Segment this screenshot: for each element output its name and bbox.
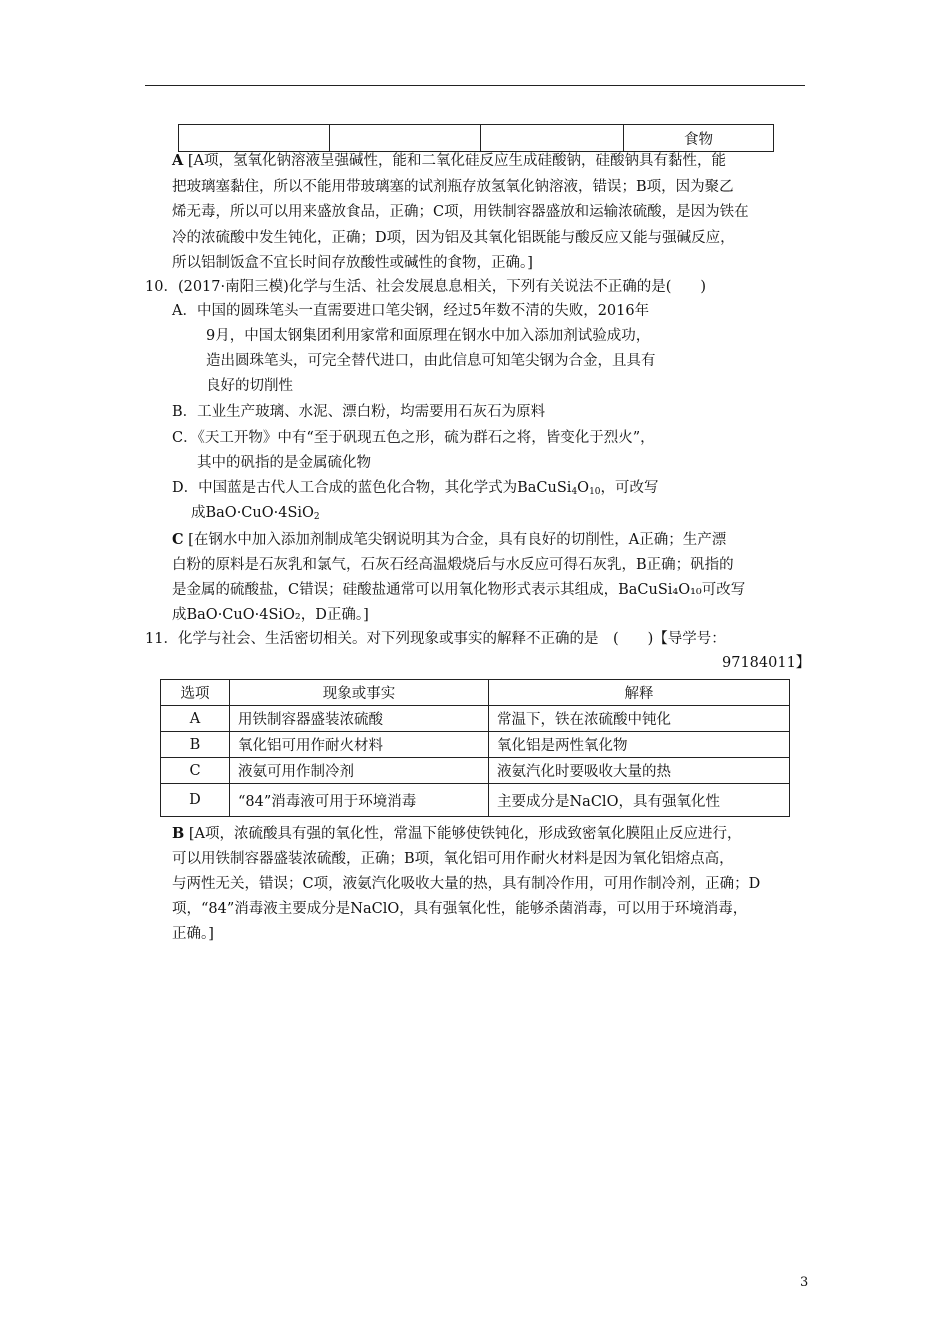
subscript: 4 — [571, 487, 578, 497]
table-cell: “84”消毒液可用于环境消毒 — [230, 784, 489, 817]
table-cell: 食物 — [624, 125, 774, 152]
page-number: 3 — [800, 1275, 809, 1290]
q11-table — [160, 679, 790, 817]
table-cell: 液氨汽化时要吸收大量的热 — [489, 758, 790, 784]
q10-option-a: 9月，中国太钢集团利用家常和面原理在钢水中加入添加剂试验成功， — [206, 328, 651, 344]
table-cell: 主要成分是NaClO，具有强氧化性 — [489, 784, 790, 817]
table-cell: 用铁制容器盛装浓硫酸 — [230, 706, 489, 732]
q11-explanation-line: 可以用铁制容器盛装浓硫酸，正确；B项，氧化铝可用作耐火材料是因为氧化铝熔点高， — [172, 851, 734, 867]
table-header: 选项 — [161, 680, 230, 706]
table-row — [179, 125, 774, 152]
table-cell: C — [161, 758, 230, 784]
q9-explanation-line: 烯无毒，所以可以用来盛放食品，正确；C项，用铁制容器盛放和运输浓硫酸，是因为铁在 — [172, 204, 749, 220]
q10-option-d — [172, 476, 659, 504]
header-rule — [145, 85, 805, 86]
top-table — [178, 124, 774, 152]
table-cell: 氧化铝可用作耐火材料 — [230, 732, 489, 758]
table-cell: 常温下，铁在浓硫酸中钝化 — [489, 706, 790, 732]
q11-explanation-text: [A项，浓硫酸具有强的氧化性，常温下能够使铁钝化，形成致密氧化膜阻止反应进行， — [188, 826, 742, 842]
table-header: 解释 — [489, 680, 790, 706]
q10-option-d — [191, 501, 320, 529]
q10-answer: C — [172, 531, 184, 548]
q10-option-a: A．中国的圆珠笔头一直需要进口笔尖钢，经过5年数不清的失败，2016年 — [172, 303, 650, 319]
q11-explanation-line: 正确。] — [172, 926, 214, 942]
table-cell — [481, 125, 624, 152]
q11-explanation-line — [172, 822, 742, 846]
q11-answer: B — [172, 825, 185, 842]
table-cell: 氧化铝是两性氧化物 — [489, 732, 790, 758]
q10-option-d-text: D．中国蓝是古代人工合成的蓝色化合物，其化学式为BaCuSi — [172, 480, 572, 496]
q11-explanation-line: 与两性无关，错误；C项，液氨汽化吸收大量的热，具有制冷作用，可用作制冷剂，正确；D — [172, 876, 761, 892]
table-cell — [330, 125, 481, 152]
table-cell: 液氨可用作制冷剂 — [230, 758, 489, 784]
q11-stem-line2: 97184011】 — [722, 655, 811, 671]
q11-stem: 11．化学与社会、生活密切相关。对下列现象或事实的解释不正确的是 ( )【导学号： — [145, 631, 726, 647]
table-cell: A — [161, 706, 230, 732]
table-cell: B — [161, 732, 230, 758]
table-row — [161, 706, 790, 732]
q9-explanation-text: [A项，氢氧化钠溶液呈强碱性，能和二氧化硅反应生成硅酸钠，硅酸钠具有黏性，能 — [187, 153, 727, 169]
q9-answer: A — [172, 152, 184, 169]
q10-option-d-text: 成BaO·CuO·4SiO — [191, 505, 314, 521]
table-row — [161, 758, 790, 784]
q10-option-c: 其中的矾指的是金属硫化物 — [197, 455, 371, 471]
table-row — [161, 732, 790, 758]
q10-explanation-line: 是金属的硫酸盐，C错误；硅酸盐通常可以用氧化物形式表示其组成，BaCuSi₄O₁₀可改写 — [172, 582, 746, 598]
q9-explanation-line — [172, 149, 726, 173]
q11-explanation-line: 项，“84”消毒液主要成分是NaClO，具有强氧化性，能够杀菌消毒，可以用于环境消毒， — [172, 901, 748, 917]
q10-option-a: 良好的切削性 — [206, 378, 293, 394]
q10-option-d-text: ，可改写 — [600, 480, 659, 496]
q10-option-a: 造出圆珠笔头，可完全替代进口，由此信息可知笔尖钢为合金，且具有 — [206, 353, 656, 369]
q9-explanation-line: 所以铝制饭盒不宜长时间存放酸性或碱性的食物，正确。] — [172, 255, 533, 271]
q10-explanation-text: [在钢水中加入添加剂制成笔尖钢说明其为合金，具有良好的切削性，A正确；生产漂 — [188, 532, 727, 548]
table-header: 现象或事实 — [230, 680, 489, 706]
q10-explanation-line — [172, 528, 726, 552]
table-cell — [179, 125, 330, 152]
table-row — [161, 784, 790, 817]
subscript: 2 — [313, 512, 320, 522]
q10-option-d-text: O — [577, 480, 590, 496]
table-cell: D — [161, 784, 230, 817]
q10-option-b: B．工业生产玻璃、水泥、漂白粉，均需要用石灰石为原料 — [172, 404, 546, 420]
q9-explanation-line: 把玻璃塞黏住，所以不能用带玻璃塞的试剂瓶存放氢氧化钠溶液，错误；B项，因为聚乙 — [172, 179, 734, 195]
q10-explanation-line: 白粉的原料是石灰乳和氯气，石灰石经高温煅烧后与水反应可得石灰乳，B正确；矾指的 — [172, 557, 734, 573]
subscript: 10 — [589, 487, 601, 497]
q10-option-c: C．《天工开物》中有“至于矾现五色之形，硫为群石之将，皆变化于烈火”， — [172, 430, 655, 446]
table-header-row — [161, 680, 790, 706]
q10-explanation-line: 成BaO·CuO·4SiO₂，D正确。] — [172, 607, 369, 623]
q9-explanation-line: 冷的浓硫酸中发生钝化，正确；D项，因为铝及其氧化铝既能与酸反应又能与强碱反应， — [172, 230, 735, 246]
q10-stem: 10．(2017·南阳三模)化学与生活、社会发展息息相关，下列有关说法不正确的是( ) — [145, 279, 707, 295]
